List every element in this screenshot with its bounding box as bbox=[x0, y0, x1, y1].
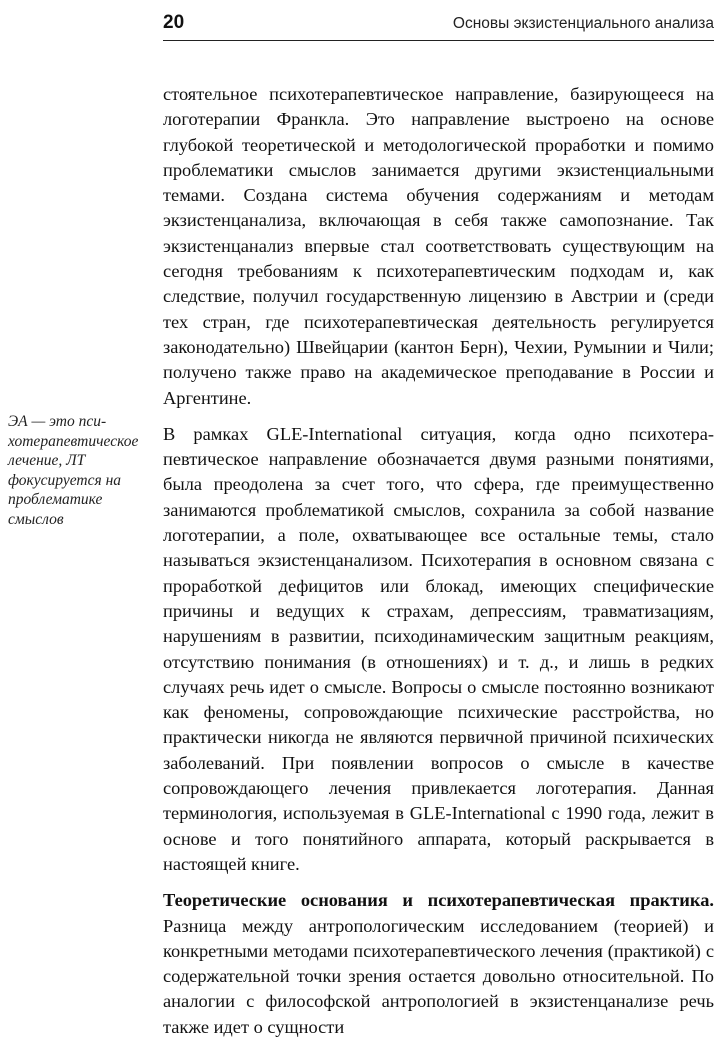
running-title: Основы экзистенциального анализа bbox=[452, 15, 714, 32]
main-text bbox=[163, 82, 714, 1040]
margin-note: ЭА — это психотерапевтическое лечение, ЛТ фокусируется на проблематике смыслов bbox=[8, 413, 139, 528]
paragraph-heading: Теоретические основания и психотерапевтическая практика. bbox=[163, 890, 714, 911]
paragraph-text: Разница между антропологическим исследованием (теорией) и конкретными методами психотерапевтического лечения (практикой) с содержательной точки зрения остается довольно относительной. По аналогии с философской антропологией в экзистенцанализе речь также идет о сущности bbox=[163, 915, 714, 1037]
paragraph bbox=[163, 422, 714, 877]
paragraph-text: В рамках GLE-International ситуация, когда одно психотерапевтическое направление обозначается двумя разными понятиями, была преодолена за счет того, что сфера, где преимущественно занимаются проблематикой смыслов, сохранила за собой название логотерапии, а поле, охватывающее все остальные темы, стало называться экзистенцанализом. Психотерапия в основном связана с проработкой дефицитов или блокад, имеющих специфические причины и ведущих к страхам, депрессиям, травматизациям, нарушениям в развитии, психодинамическим защитным реакциям, отсутствию понимания (в отношениях) и т. д., и лишь в редких случаях речь идет о смысле. Вопросы о смысле постоянно возникают как феномены, сопровождающие психические расстройства, но практически никогда не являются первичной причиной психических заболеваний. При появлении вопросов о смысле в качестве сопровождающего лечения привлекается логотерапия. Данная терминология, используемая в GLE-International с 1990 года, лежит в основе и того понятийного аппарата, который раскрывается в настоящей книге. bbox=[163, 423, 714, 874]
page-header bbox=[163, 10, 714, 41]
paragraph bbox=[163, 888, 714, 1040]
page-number: 20 bbox=[163, 12, 185, 33]
paragraph-text: стоятельное психотерапевтическое направление, базирующееся на логотерапии Франкла. Это направление выстроено на основе глубокой теоретической и методологической проработки и помимо проблематики смыслов занимается другими экзистенциальными темами. Создана система обучения содержаниям и методам экзистенцанализа, включающая в себя также самопознание. Так экзистенцанализ впервые стал соответствовать существующим на сегодня требованиям к психотерапевтическим подходам и, как следствие, получил государственную лицензию в Австрии и (среди тех стран, где психотерапевтическая деятельность регулируется законодательно) Швейцарии (кантон Берн), Чехии, Румынии и Чили; получено также право на академическое преподавание в России и Аргентине. bbox=[163, 84, 714, 408]
paragraph bbox=[163, 82, 714, 411]
